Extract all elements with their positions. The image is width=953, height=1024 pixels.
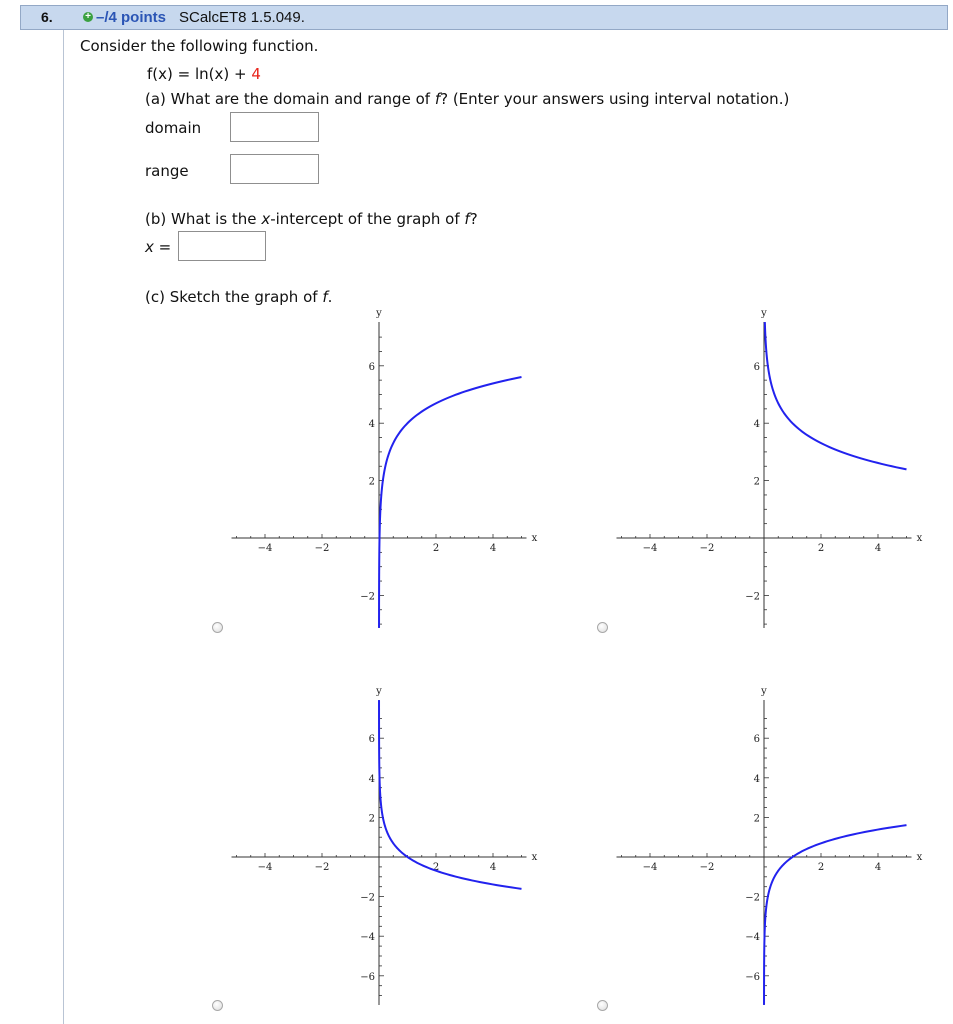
option-3-curve (379, 700, 521, 889)
option-3-y-tick-label: −2 (360, 892, 375, 904)
option-1-x-axis-label: x (531, 533, 538, 544)
option-3-y-tick-label: −6 (360, 971, 375, 983)
function-lhs: f(x) = ln(x) + (147, 65, 252, 83)
radio-option-4[interactable] (597, 1000, 608, 1011)
option-1-y-tick-label: 2 (368, 476, 375, 488)
option-2-x-axis-label: x (916, 533, 923, 544)
option-1-y-tick-label: −2 (360, 591, 375, 603)
option-4-y-tick-label: −6 (745, 971, 760, 983)
option-3-x-tick-label: −4 (257, 862, 273, 873)
option-1-x-tick-label: 2 (432, 543, 440, 554)
question-points: –/4 points (96, 9, 167, 26)
part-c-prompt-text: (c) Sketch the graph of (145, 288, 323, 306)
option-4-x-tick-label: 4 (874, 862, 882, 873)
option-3-y-tick-label: 6 (368, 734, 375, 746)
question-number: 6. (41, 9, 53, 25)
intro-text: Consider the following function. (80, 37, 319, 55)
option-3-y-tick-label: 2 (368, 813, 375, 825)
radio-option-3[interactable] (212, 1000, 223, 1011)
option-2-y-tick-label: −2 (745, 591, 760, 603)
option-1-x-tick-label: 4 (489, 543, 497, 554)
part-a-prompt-post: ? (Enter your answers using interval notation.) (440, 90, 790, 108)
option-4-x-tick-label: −2 (699, 862, 715, 873)
expand-plus-icon[interactable]: + (83, 12, 93, 22)
option-4-y-tick-label: 6 (753, 734, 760, 746)
part-b-prompt-post: ? (469, 210, 478, 228)
option-1-y-tick-label: 6 (368, 361, 375, 373)
domain-label: domain (145, 119, 202, 137)
option-4-x-axis-label: x (916, 852, 923, 863)
option-3-y-axis-label: y (376, 686, 382, 697)
option-3-y-tick-label: 4 (368, 773, 375, 785)
option-2-y-tick-label: 4 (753, 419, 760, 431)
option-4-y-tick-label: −2 (745, 892, 760, 904)
option-3-x-tick-label: 4 (489, 862, 497, 873)
part-b-prompt-var2: f (464, 210, 470, 228)
option-2-y-tick-label: 6 (753, 361, 760, 373)
option-1-x-tick-label: −4 (257, 543, 273, 554)
option-3-x-tick-label: −2 (314, 862, 330, 873)
option-2-x-tick-label: 2 (817, 543, 825, 554)
x-answer-label: x = (145, 238, 172, 256)
option-1-y-axis-label: y (376, 308, 382, 319)
option-4-curve (764, 825, 906, 1004)
option-2-x-tick-label: 4 (874, 543, 882, 554)
option-3-y-tick-label: −4 (360, 932, 375, 944)
range-label: range (145, 162, 189, 180)
option-2-x-tick-label: −4 (642, 543, 658, 554)
part-b-prompt-mid: -intercept of the graph of (270, 210, 465, 228)
option-4-x-tick-label: 2 (817, 862, 825, 873)
question-source: SCalcET8 1.5.049. (179, 9, 305, 26)
part-a-prompt-pre: (a) What are the domain and range of (145, 90, 435, 108)
option-3-x-tick-label: 2 (432, 862, 440, 873)
part-c-prompt-post: . (327, 288, 333, 306)
part-b-prompt-var: x (261, 210, 271, 228)
radio-option-1[interactable] (212, 622, 223, 633)
radio-option-2[interactable] (597, 622, 608, 633)
option-1-y-tick-label: 4 (368, 419, 375, 431)
option-2-y-axis-label: y (761, 308, 767, 319)
function-constant: 4 (251, 65, 261, 83)
option-2-curve (765, 322, 907, 469)
option-4-y-tick-label: −4 (745, 932, 760, 944)
option-4-x-tick-label: −4 (642, 862, 658, 873)
option-3-x-axis-label: x (531, 852, 538, 863)
option-2-y-tick-label: 2 (753, 476, 760, 488)
option-4-y-tick-label: 2 (753, 813, 760, 825)
part-b-prompt-pre: (b) What is the (145, 210, 262, 228)
option-1-x-tick-label: −2 (314, 543, 330, 554)
option-2-x-tick-label: −2 (699, 543, 715, 554)
option-1-curve (379, 377, 521, 628)
part-c-prompt-var: f (322, 288, 328, 306)
option-4-y-tick-label: 4 (753, 773, 760, 785)
option-4-y-axis-label: y (761, 686, 767, 697)
part-a-prompt-var: f (434, 90, 441, 108)
